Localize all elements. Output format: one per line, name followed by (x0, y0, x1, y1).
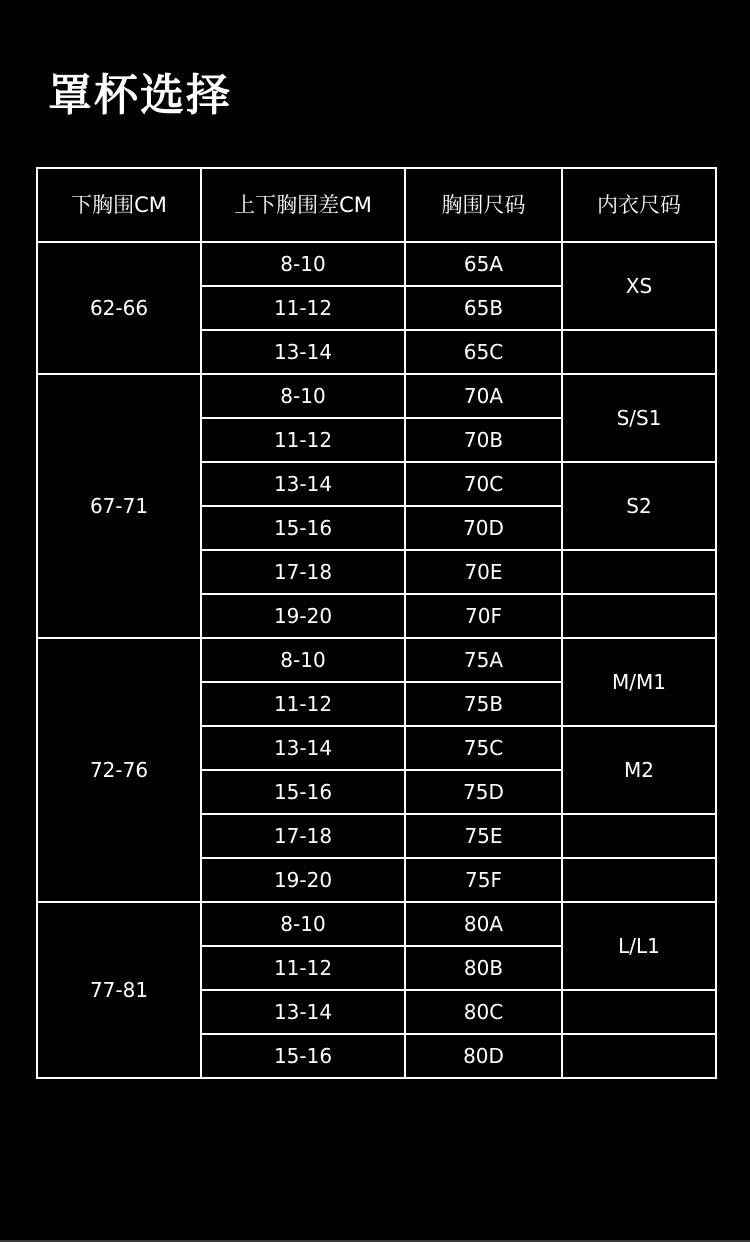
bust-difference-cell: 11-12 (201, 682, 405, 726)
bust-difference-cell: 8-10 (201, 902, 405, 946)
lingerie-size-cell: L/L1 (562, 902, 716, 990)
bra-size-cell: 75C (405, 726, 562, 770)
bust-difference-cell: 8-10 (201, 242, 405, 286)
lingerie-size-cell (562, 814, 716, 858)
bra-size-cell: 70E (405, 550, 562, 594)
cup-size-table (36, 167, 717, 1079)
underbust-cell: 62-66 (37, 242, 201, 374)
bust-difference-cell: 15-16 (201, 1034, 405, 1078)
lingerie-size-cell (562, 550, 716, 594)
table-header-row (37, 168, 716, 242)
bra-size-cell: 70F (405, 594, 562, 638)
bra-size-cell: 75E (405, 814, 562, 858)
header-underbust: 下胸围CM (37, 168, 201, 242)
bust-difference-cell: 17-18 (201, 550, 405, 594)
lingerie-size-cell (562, 594, 716, 638)
bra-size-cell: 80D (405, 1034, 562, 1078)
bust-difference-cell: 11-12 (201, 418, 405, 462)
bust-difference-cell: 17-18 (201, 814, 405, 858)
bra-size-cell: 80C (405, 990, 562, 1034)
bust-difference-cell: 13-14 (201, 726, 405, 770)
bra-size-cell: 80A (405, 902, 562, 946)
lingerie-size-cell (562, 990, 716, 1034)
underbust-cell: 67-71 (37, 374, 201, 638)
bust-difference-cell: 13-14 (201, 462, 405, 506)
bra-size-cell: 70D (405, 506, 562, 550)
table-row (37, 242, 716, 286)
bra-size-cell: 70A (405, 374, 562, 418)
header-lingerie-size: 内衣尺码 (562, 168, 716, 242)
lingerie-size-cell: M/M1 (562, 638, 716, 726)
bust-difference-cell: 11-12 (201, 946, 405, 990)
bra-size-cell: 75A (405, 638, 562, 682)
bust-difference-cell: 8-10 (201, 374, 405, 418)
lingerie-size-cell (562, 330, 716, 374)
bra-size-cell: 80B (405, 946, 562, 990)
header-bust-difference: 上下胸围差CM (201, 168, 405, 242)
bust-difference-cell: 15-16 (201, 506, 405, 550)
bra-size-cell: 65C (405, 330, 562, 374)
bust-difference-cell: 13-14 (201, 330, 405, 374)
bra-size-cell: 75F (405, 858, 562, 902)
bra-size-cell: 70B (405, 418, 562, 462)
bust-difference-cell: 13-14 (201, 990, 405, 1034)
lingerie-size-cell: S/S1 (562, 374, 716, 462)
bra-size-cell: 70C (405, 462, 562, 506)
bra-size-cell: 65A (405, 242, 562, 286)
bra-size-cell: 75D (405, 770, 562, 814)
bra-size-cell: 65B (405, 286, 562, 330)
table-row (37, 902, 716, 946)
bust-difference-cell: 19-20 (201, 594, 405, 638)
underbust-cell: 72-76 (37, 638, 201, 902)
page-title: 罩杯选择 (48, 70, 232, 121)
table-row (37, 638, 716, 682)
header-bra-size: 胸围尺码 (405, 168, 562, 242)
bra-size-cell: 75B (405, 682, 562, 726)
table-row (37, 374, 716, 418)
lingerie-size-cell: M2 (562, 726, 716, 814)
lingerie-size-cell: XS (562, 242, 716, 330)
bust-difference-cell: 8-10 (201, 638, 405, 682)
lingerie-size-cell: S2 (562, 462, 716, 550)
underbust-cell: 77-81 (37, 902, 201, 1078)
bust-difference-cell: 11-12 (201, 286, 405, 330)
lingerie-size-cell (562, 858, 716, 902)
bust-difference-cell: 15-16 (201, 770, 405, 814)
bust-difference-cell: 19-20 (201, 858, 405, 902)
lingerie-size-cell (562, 1034, 716, 1078)
